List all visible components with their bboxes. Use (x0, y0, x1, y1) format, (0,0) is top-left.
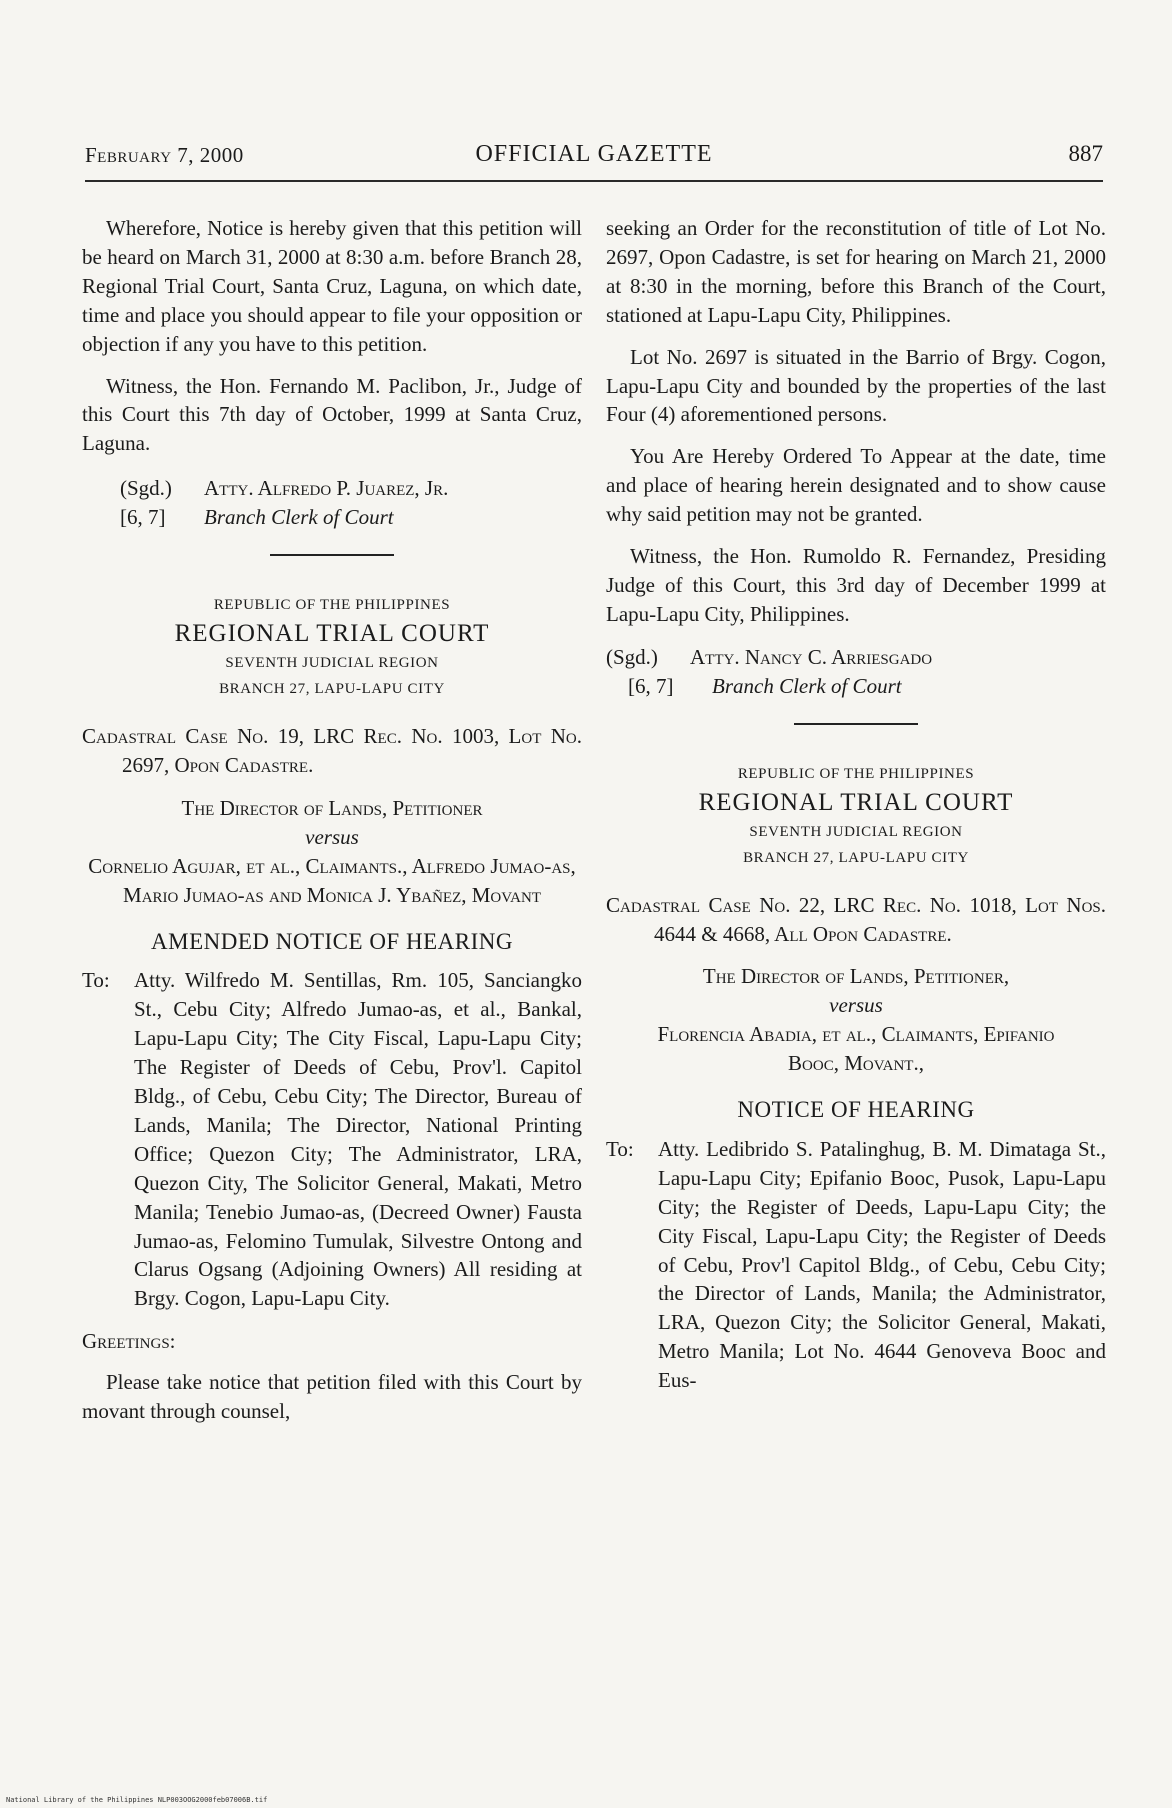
signatory-title: Branch Clerk of Court (204, 505, 394, 530)
lot-paragraph: Lot No. 2697 is situated in the Barrio of Brgy. Cogon, Lapu-Lapu City and bounded by the properties of the last Four (4) aforementioned persons. (606, 344, 1106, 427)
signed-mark: (Sgd.) (606, 644, 658, 669)
court-republic: REPUBLIC OF THE PHILIPPINES (737, 765, 975, 782)
court-heading (606, 761, 1106, 871)
issue-ref: [6, 7] (628, 673, 674, 698)
notice-title: NOTICE OF HEARING (737, 1097, 975, 1123)
notice-paragraph: Please take notice that petition filed with this Court by movant through counsel, (82, 1370, 582, 1424)
header-rule (85, 180, 1103, 182)
versus-label: versus (829, 993, 883, 1018)
case-caption: Cadastral Case No. 22, LRC Rec. No. 1018, Lot Nos. 4644 & 4668, All Opon Cadastre. (606, 892, 1106, 946)
left-column (82, 214, 582, 1426)
court-heading (82, 592, 582, 702)
court-region: SEVENTH JUDICIAL REGION (749, 823, 963, 840)
scan-footer: National Library of the Philippines NLP003OOG2000feb07006B.tif (6, 1796, 268, 1804)
court-region: SEVENTH JUDICIAL REGION (225, 655, 439, 672)
section-divider (794, 723, 918, 725)
court-name: REGIONAL TRIAL COURT (174, 620, 490, 648)
publication-title: OFFICIAL GAZETTE (475, 141, 713, 167)
signed-mark: (Sgd.) (120, 476, 172, 501)
issue-ref: [6, 7] (120, 505, 166, 530)
issue-date: February 7, 2000 (85, 143, 244, 167)
court-branch: BRANCH 27, LAPU-LAPU CITY (743, 849, 969, 866)
signature-block (82, 474, 582, 532)
case-caption: Cadastral Case No. 19, LRC Rec. No. 1003, Lot No. 2697, Opon Cadastre. (82, 724, 582, 777)
wherefore-paragraph: Wherefore, Notice is hereby given that this petition will be heard on March 31, 2000 at 8:30 a.m. before Branch 28, Regional Trial Court, Santa Cruz, Laguna, on which date, time and place you should appear to file your opposition or objection if any you have to this petition. (82, 216, 582, 356)
addressee-list: Atty. Ledibrido S. Patalinghug, B. M. Dimataga St., Lapu-Lapu City; Epifanio Booc, Pusok, Lapu-Lapu City; the Register of Deeds, Lapu-Lapu City; the City Fiscal, Lapu-Lapu City; the Register of Deeds of Cebu, Prov'l Capitol Bldg., of Cebu, Cebu City; the Director of Lands, Manila; the Administrator, LRA, Quezon City; the Solicitor General, Makati, Metro Manila; Lot No. 4644 Genoveva Booc and Eus- (658, 1136, 1106, 1393)
right-column (606, 214, 1106, 1395)
witness-paragraph: Witness, the Hon. Fernando M. Paclibon, Jr., Judge of this Court this 7th day of October, 1999 at Santa Cruz, Laguna. (82, 373, 582, 456)
court-republic: REPUBLIC OF THE PHILIPPINES (213, 597, 451, 614)
to-label: To: (606, 1136, 634, 1161)
signatory-name: Atty. Nancy C. Arriesgado (690, 644, 933, 669)
addressee-list: Atty. Wilfredo M. Sentillas, Rm. 105, Sanciangko St., Cebu City; Alfredo Jumao-as, et al., Bankal, Lapu-Lapu City; The City Fiscal, Lapu-Lapu City; The Register of Deeds of Cebu, Prov'l. Capitol Bldg., of Cebu, Cebu City; The Director, Bureau of Lands, Manila; The Director, National Printing Office; Quezon City; The Administrator, LRA, Quezon City, The Solicitor General, Makati, Metro Manila; Tenebio Jumao-as, (Decreed Owner) Fausta Jumao-as, Felomino Tumulak, Silvestre Ontong and Clarus Ogsang (Adjoining Owners) All residing at Brgy. Cogon, Lapu-Lapu City. (134, 968, 582, 1311)
addressees (82, 966, 582, 1313)
respondents: Cornelio Agujar, et al., Claimants., Alfredo Jumao-as, Mario Jumao-as and Monica J. Ybañez, Movant (88, 853, 576, 907)
respondents: Florencia Abadia, et al., Claimants, Epifanio Booc, Movant., (657, 1022, 1055, 1076)
page-number: 887 (1068, 141, 1103, 166)
page-header (85, 143, 1103, 177)
versus-label: versus (305, 824, 359, 849)
to-label: To: (82, 968, 110, 993)
addressees (606, 1135, 1106, 1395)
notice-title: AMENDED NOTICE OF HEARING (151, 928, 513, 954)
court-branch: BRANCH 27, LAPU-LAPU CITY (219, 681, 445, 698)
signature-block (606, 643, 1106, 701)
order-paragraph: You Are Hereby Ordered To Appear at the date, time and place of hearing herein designated and to show cause why said petition may not be granted. (606, 444, 1106, 527)
court-name: REGIONAL TRIAL COURT (698, 788, 1014, 816)
signatory-name: Atty. Alfredo P. Juarez, Jr. (204, 476, 449, 501)
signatory-title: Branch Clerk of Court (712, 673, 902, 698)
petitioner: The Director of Lands, Petitioner (181, 795, 483, 820)
witness-paragraph: Witness, the Hon. Rumoldo R. Fernandez, Presiding Judge of this Court, this 3rd day of December 1999 at Lapu-Lapu City, Philippines. (606, 544, 1106, 626)
greetings: Greetings: (82, 1329, 176, 1354)
section-divider (270, 554, 394, 556)
continued-paragraph: seeking an Order for the reconstitution of title of Lot No. 2697, Opon Cadastre, is set for hearing on March 21, 2000 at 8:30 in the morning, before this Branch of the Court, stationed at Lapu-Lapu City, Philippines. (606, 216, 1106, 327)
petitioner: The Director of Lands, Petitioner, (702, 964, 1010, 989)
